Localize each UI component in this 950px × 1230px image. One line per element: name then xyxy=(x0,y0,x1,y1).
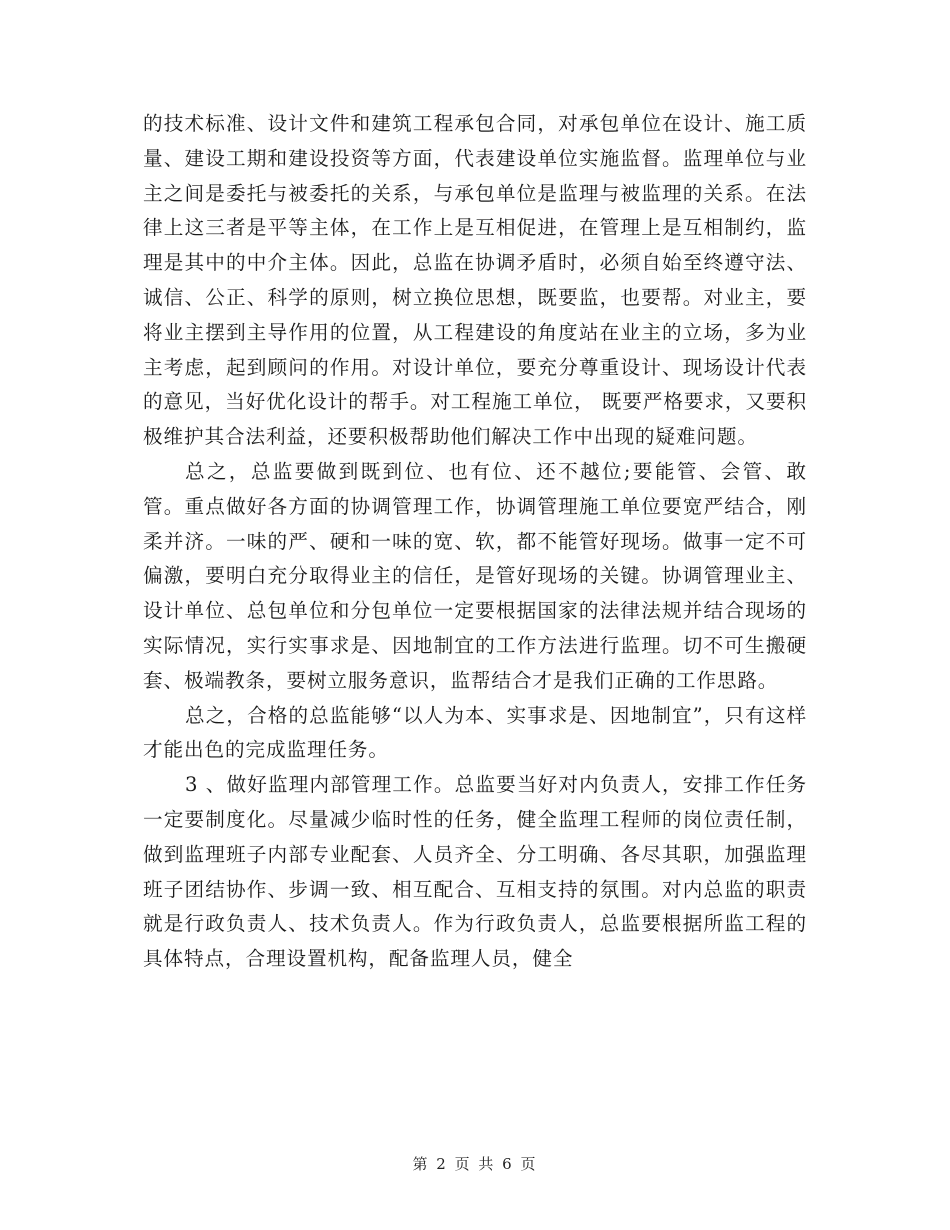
paragraph: 总之，总监要做到既到位、也有位、还不越位;要能管、会管、敢管。重点做好各方面的协调管理工作，协调管理施工单位要宽严结合，刚柔并济。一味的严、硬和一味的宽、软，都不能管好现场。做事一定不可偏激，要明白充分取得业主的信任，是管好现场的关键。协调管理业主、设计单位、总包单位和分包单位一定要根据国家的法律法规并结合现场的实际情况，实行实事求是、因地制宜的工作方法进行监理。切不可生搬硬套、极端教条，要树立服务意识，监帮结合才是我们正确的工作思路。 xyxy=(143,459,807,692)
body-text xyxy=(143,107,807,977)
paragraph: 的技术标准、设计文件和建筑工程承包合同，对承包单位在设计、施工质量、建设工期和建设投资等方面，代表建设单位实施监督。监理单位与业主之间是委托与被委托的关系，与承包单位是监理与被监理的关系。在法律上这三者是平等主体，在工作上是互相促进，在管理上是互相制约，监理是其中的中介主体。因此，总监在协调矛盾时，必须自始至终遵守法、诚信、公正、科学的原则，树立换位思想，既要监，也要帮。对业主，要将业主摆到主导作用的位置，从工程建设的角度站在业主的立场，多为业主考虑，起到顾问的作用。对设计单位，要充分尊重设计、现场设计代表的意见，当好优化设计的帮手。对工程施工单位， 既要严格要求，又要积极维护其合法利益，还要积极帮助他们解决工作中出现的疑难问题。 xyxy=(143,112,807,449)
paragraph: 3 、做好监理内部管理工作。总监要当好对内负责人，安排工作任务一定要制度化。尽量减少临时性的任务，健全监理工程师的岗位责任制，做到监理班子内部专业配套、人员齐全、分工明确、各尽其职，加强监理班子团结协作、步调一致、相互配合、互相支持的氛围。对内总监的职责就是行政负责人、技术负责人。作为行政负责人，总监要根据所监工程的具体特点，合理设置机构，配备监理人员，健全 xyxy=(143,773,807,971)
page-number-footer: 第 2 页 共 6 页 xyxy=(412,1155,538,1173)
paragraph: 总之，合格的总监能够“以人为本、实事求是、因地制宜”，只有这样才能出色的完成监理任务。 xyxy=(143,703,807,762)
